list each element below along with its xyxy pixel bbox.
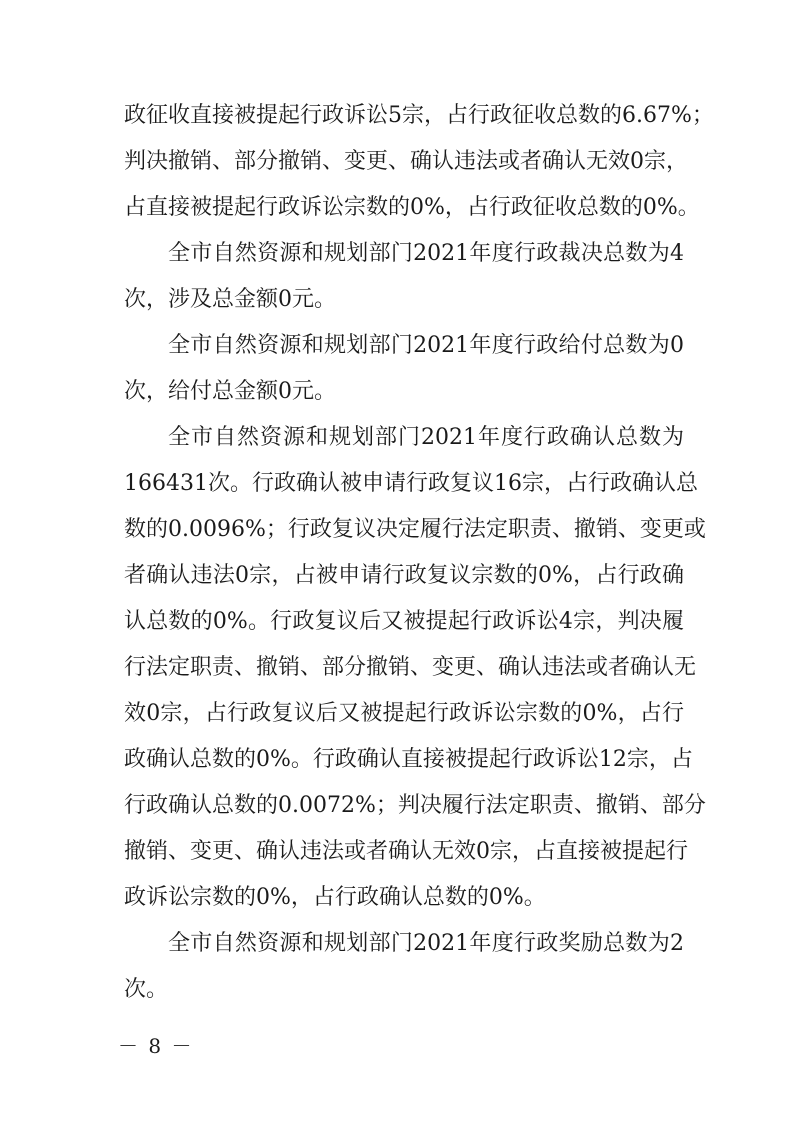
paragraph-first-line: 全市自然资源和规划部门2021年度行政奖励总数为2 (168, 931, 684, 956)
text-line: 认总数的0%。行政复议后又被提起行政诉讼4宗，判决履 (124, 609, 684, 634)
text-line: 撤销、变更、确认违法或者确认无效0宗，占直接被提起行 (124, 839, 688, 864)
text-line: 行政确认总数的0.0072%；判决履行法定职责、撤销、部分 (124, 793, 706, 818)
text-line: 效0宗，占行政复议后又被提起行政诉讼宗数的0%，占行 (124, 701, 684, 726)
text-line: 者确认违法0宗，占被申请行政复议宗数的0%，占行政确 (124, 563, 684, 588)
paragraph-first-line: 全市自然资源和规划部门2021年度行政裁决总数为4 (168, 241, 684, 266)
page-number: － 8 － (118, 1034, 194, 1058)
paragraph-first-line: 全市自然资源和规划部门2021年度行政确认总数为 (168, 425, 684, 450)
text-line: 次，涉及总金额0元。 (124, 287, 336, 312)
text-line: 政征收直接被提起行政诉讼5宗，占行政征收总数的6.67%； (124, 103, 714, 128)
text-line: 政诉讼宗数的0%，占行政确认总数的0%。 (124, 885, 546, 910)
text-line: 次，给付总金额0元。 (124, 379, 336, 404)
text-line: 占直接被提起行政诉讼宗数的0%，占行政征收总数的0%。 (124, 195, 700, 220)
text-line: 行法定职责、撤销、部分撤销、变更、确认违法或者确认无 (124, 655, 697, 680)
paragraph-first-line: 全市自然资源和规划部门2021年度行政给付总数为0 (168, 333, 684, 358)
text-line: 166431次。行政确认被申请行政复议16宗，占行政确认总 (124, 471, 698, 496)
text-line: 判决撤销、部分撤销、变更、确认违法或者确认无效0宗， (124, 149, 688, 174)
text-line: 数的0.0096%；行政复议决定履行法定职责、撤销、变更或 (124, 517, 706, 542)
text-line: 次。 (124, 977, 169, 1002)
text-line: 政确认总数的0%。行政确认直接被提起行政诉讼12宗，占 (124, 747, 693, 772)
